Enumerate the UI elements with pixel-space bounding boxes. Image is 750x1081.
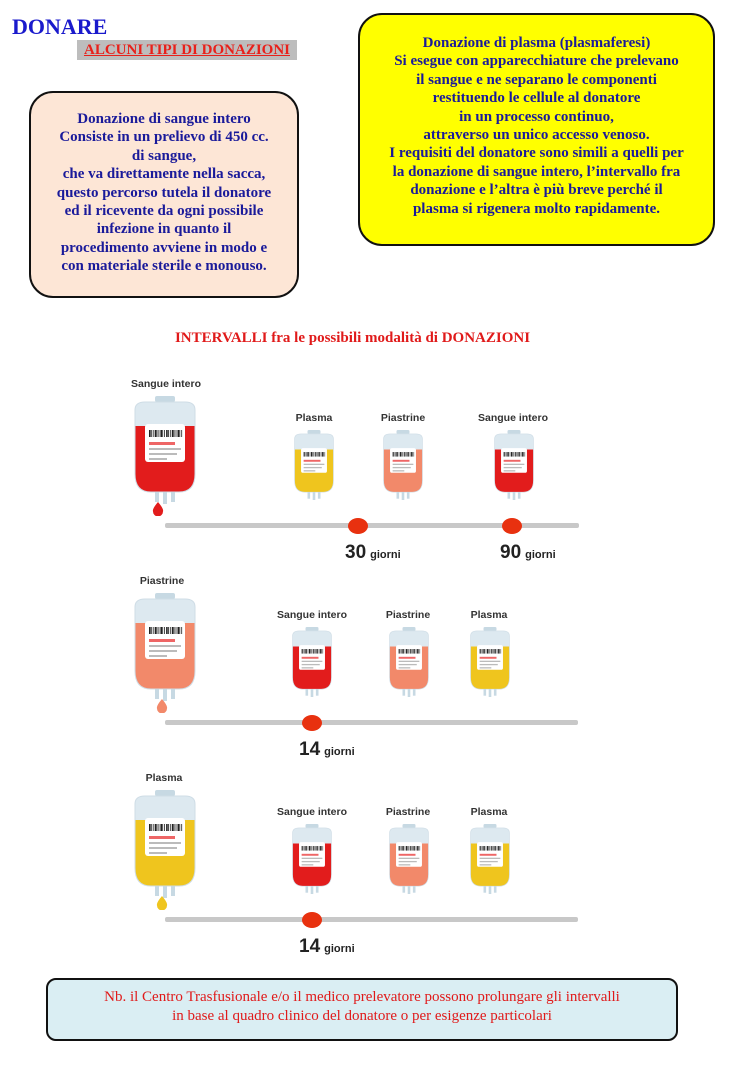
footer-line: in base al quadro clinico del donatore o per esigenze particolari <box>172 1008 552 1024</box>
interval-unit: giorni <box>324 943 355 955</box>
interval-value: 90 <box>500 542 522 563</box>
info-line: in un processo continuo, <box>459 108 614 125</box>
info-line: Donazione di plasma (plasmaferesi) <box>422 35 651 51</box>
info-line: Consiste in un prelievo di 450 cc. <box>59 129 269 146</box>
info-line: restituendo le cellule al donatore <box>432 90 641 107</box>
interval-unit: giorni <box>324 746 355 758</box>
page-title: DONARE <box>12 14 108 39</box>
row-1-target-label: Piastrine <box>380 412 426 424</box>
info-line: di sangue, <box>131 147 197 164</box>
blood-bag-icon <box>488 430 540 505</box>
blood-bag-icon <box>286 824 338 899</box>
drop-icon <box>156 699 168 713</box>
plasma-bag-icon <box>464 627 516 702</box>
interval-label <box>345 542 401 564</box>
blood-bag-icon <box>286 627 338 702</box>
interval-label <box>500 542 556 564</box>
timeline-marker <box>302 912 322 928</box>
info-line: con materiale sterile e monouso. <box>61 258 267 275</box>
interval-value: 30 <box>345 542 367 563</box>
timeline-marker <box>502 518 522 534</box>
intervals-title: INTERVALLI fra le possibili modalità di DONAZIONI <box>174 330 531 346</box>
interval-label <box>299 936 355 958</box>
interval-unit: giorni <box>370 549 401 561</box>
plasma-bag-icon <box>125 790 205 903</box>
platelets-bag-icon <box>383 627 435 702</box>
whole-blood-info-box <box>29 91 299 298</box>
row-3-target-label: Sangue intero <box>276 806 348 818</box>
timeline-marker <box>302 715 322 731</box>
info-line: che va direttamente nella sacca, <box>62 166 266 183</box>
info-line: il sangue e ne separano le componenti <box>416 71 657 88</box>
footer-note <box>46 978 678 1041</box>
interval-label <box>299 739 355 761</box>
row-3-main-label: Plasma <box>145 772 183 784</box>
section-subtitle: ALCUNI TIPI DI DONAZIONI <box>77 40 297 60</box>
row-1-main-label: Sangue intero <box>130 378 202 390</box>
interval-value: 14 <box>299 739 321 760</box>
drop-icon <box>152 502 164 516</box>
platelets-bag-icon <box>125 593 205 706</box>
info-line: I requisiti del donatore sono simili a quelli per <box>389 145 684 162</box>
interval-unit: giorni <box>525 549 556 561</box>
row-1-target-label: Sangue intero <box>477 412 549 424</box>
row-3-target-label: Piastrine <box>385 806 431 818</box>
interval-value: 14 <box>299 936 321 957</box>
row-2-target-label: Piastrine <box>385 609 431 621</box>
timeline-track <box>165 720 578 725</box>
info-line: Donazione di sangue intero <box>77 111 251 127</box>
timeline-track <box>165 917 578 922</box>
footer-line: Nb. il Centro Trasfusionale e/o il medico prelevatore possono prolungare gli intervalli <box>104 989 620 1005</box>
info-line: la donazione di sangue intero, l’intervallo fra <box>392 163 681 180</box>
row-2-target-label: Plasma <box>470 609 508 621</box>
info-line: Si esegue con apparecchiature che prelevano <box>394 53 679 70</box>
plasma-bag-icon <box>464 824 516 899</box>
info-line: attraverso un unico accesso venoso. <box>423 127 650 144</box>
blood-bag-icon <box>125 396 205 509</box>
platelets-bag-icon <box>377 430 429 505</box>
timeline-marker <box>348 518 368 534</box>
info-line: ed il ricevente da ogni possibile <box>64 203 264 220</box>
row-3-target-label: Plasma <box>470 806 508 818</box>
info-line: procedimento avviene in modo e <box>60 239 268 256</box>
row-2-main-label: Piastrine <box>139 575 185 587</box>
drop-icon <box>156 896 168 910</box>
platelets-bag-icon <box>383 824 435 899</box>
info-line: questo percorso tutela il donatore <box>56 184 272 201</box>
plasma-info-box <box>358 13 715 246</box>
info-line: donazione e l’altra è più breve perché il <box>410 182 663 199</box>
info-line: infezione in quanto il <box>96 221 232 238</box>
row-2-target-label: Sangue intero <box>276 609 348 621</box>
info-line: plasma si rigenera molto rapidamente. <box>412 200 661 217</box>
row-1-target-label: Plasma <box>295 412 333 424</box>
plasma-bag-icon <box>288 430 340 505</box>
